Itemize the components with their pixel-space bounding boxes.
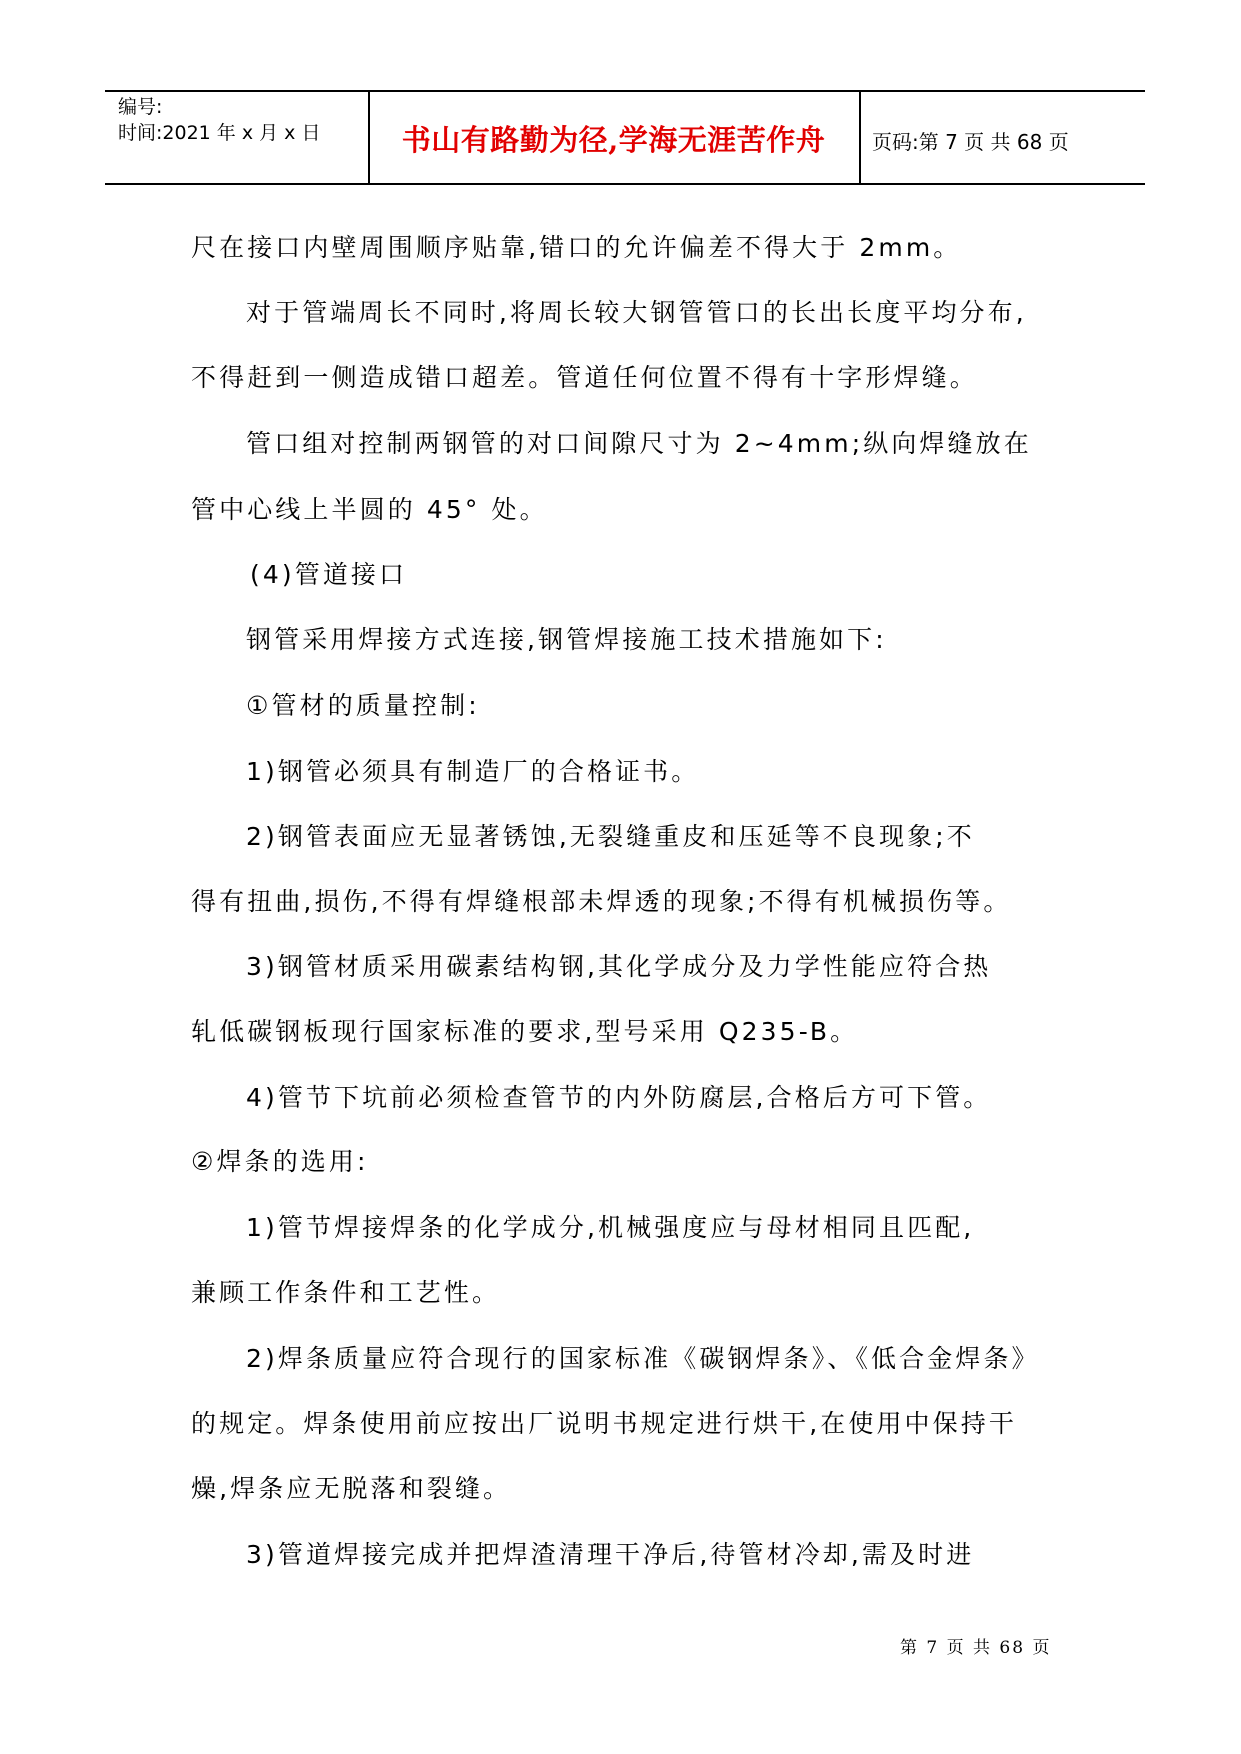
document-date: 时间:2021 年 x 月 x 日 [118,122,321,144]
text-line: 1)钢管必须具有制造厂的合格证书。 [246,757,700,786]
header-motto: 书山有路勤为径,学海无涯苦作舟 [401,123,826,157]
text-line: 得有扭曲,损伤,不得有焊缝根部未焊透的现象;不得有机械损伤等。 [191,887,1012,916]
document-number-label: 编号: [118,96,163,118]
text-line: 管中心线上半圆的 45° 处。 [191,495,548,524]
subsection-heading: ②焊条的选用: [191,1147,369,1176]
text-line: 轧低碳钢板现行国家标准的要求,型号采用 Q235-B。 [191,1017,859,1046]
text-line: 兼顾工作条件和工艺性。 [191,1278,501,1307]
text-line: 1)管节焊接焊条的化学成分,机械强度应与母材相同且匹配, [246,1213,975,1242]
text-line: 2)钢管表面应无显著锈蚀,无裂缝重皮和压延等不良现象;不 [246,822,975,851]
text-line: 3)钢管材质采用碳素结构钢,其化学成分及力学性能应符合热 [246,952,992,981]
text-line: 尺在接口内壁周围顺序贴靠,错口的允许偏差不得大于 2mm。 [191,233,962,262]
text-line: 管口组对控制两钢管的对口间隙尺寸为 2~4mm;纵向焊缝放在 [246,429,1032,458]
text-line: 对于管端周长不同时,将周长较大钢管管口的长出长度平均分布, [246,298,1027,327]
section-heading: (4)管道接口 [250,560,408,589]
text-line: 燥,焊条应无脱落和裂缝。 [191,1474,512,1503]
text-line: 的规定。焊条使用前应按出厂说明书规定进行烘干,在使用中保持干 [191,1409,1017,1438]
text-line: 不得赶到一侧造成错口超差。管道任何位置不得有十字形焊缝。 [191,363,978,392]
header-page-info: 页码:第 7 页 共 68 页 [872,130,1069,154]
subsection-heading: ①管材的质量控制: [246,691,480,720]
text-line: 2)焊条质量应符合现行的国家标准《碳钢焊条》、《低合金焊条》 [246,1344,1040,1373]
text-line: 3)管道焊接完成并把焊渣清理干净后,待管材冷却,需及时进 [246,1540,975,1569]
page-footer: 第 7 页 共 68 页 [900,1638,1052,1658]
text-line: 钢管采用焊接方式连接,钢管焊接施工技术措施如下: [246,625,887,654]
text-line: 4)管节下坑前必须检查管节的内外防腐层,合格后方可下管。 [246,1083,992,1112]
